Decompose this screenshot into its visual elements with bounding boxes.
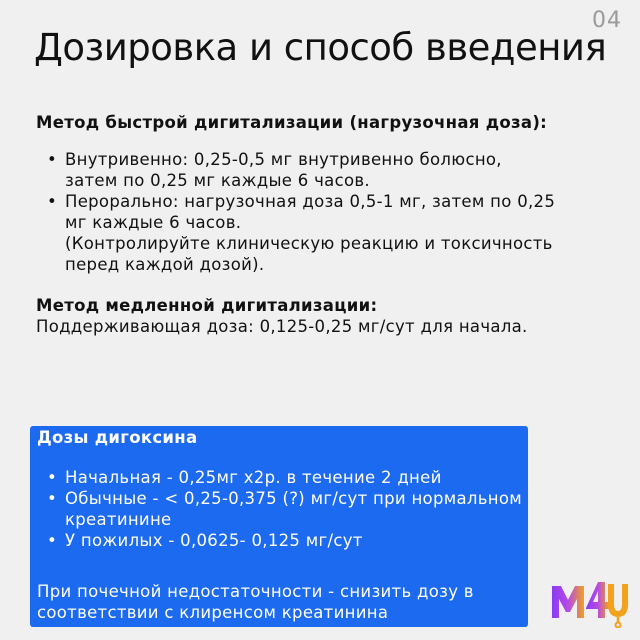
- list-item: [65, 191, 556, 275]
- list-item-text: Внутривенно: 0,25-0,5 мг внутривенно болюсно, затем по 0,25 мг каждые 6 часов.: [65, 150, 502, 190]
- list-item: • Начальная - 0,25мг х2р. в течение 2 дней: [65, 467, 535, 488]
- list-item: • У пожилых - 0,0625- 0,125 мг/сут: [65, 530, 535, 551]
- page-title: Дозировка и способ введения: [34, 26, 607, 69]
- list-item-note: (Контролируйте клиническую реакцию и токсичность перед каждой дозой).: [65, 234, 553, 274]
- slow-method-block: [36, 295, 556, 337]
- digoxin-doses-box: [30, 426, 528, 627]
- box-title: Дозы дигоксина: [37, 428, 198, 447]
- list-item: • Обычные - < 0,25-0,375 (?) мг/сут при нормальном креатинине: [65, 488, 535, 530]
- slow-method-text: Поддерживающая доза: 0,125-0,25 мг/сут для начала.: [36, 317, 528, 336]
- list-item-text: Перорально: нагрузочная доза 0,5-1 мг, затем по 0,25 мг каждые 6 часов.: [65, 192, 556, 232]
- list-item: [65, 149, 556, 191]
- rapid-method-heading: Метод быстрой дигитализации (нагрузочная доза):: [36, 113, 548, 132]
- m4u-logo: [548, 566, 628, 628]
- doses-list: [36, 467, 535, 551]
- page-number: 04: [592, 8, 622, 33]
- rapid-method-list: [36, 149, 556, 275]
- slow-method-heading: Метод медленной дигитализации:: [36, 296, 378, 315]
- renal-note: При почечной недостаточности - снизить дозу в соответствии с клиренсом креатинина: [37, 582, 474, 622]
- main-content: [36, 112, 556, 337]
